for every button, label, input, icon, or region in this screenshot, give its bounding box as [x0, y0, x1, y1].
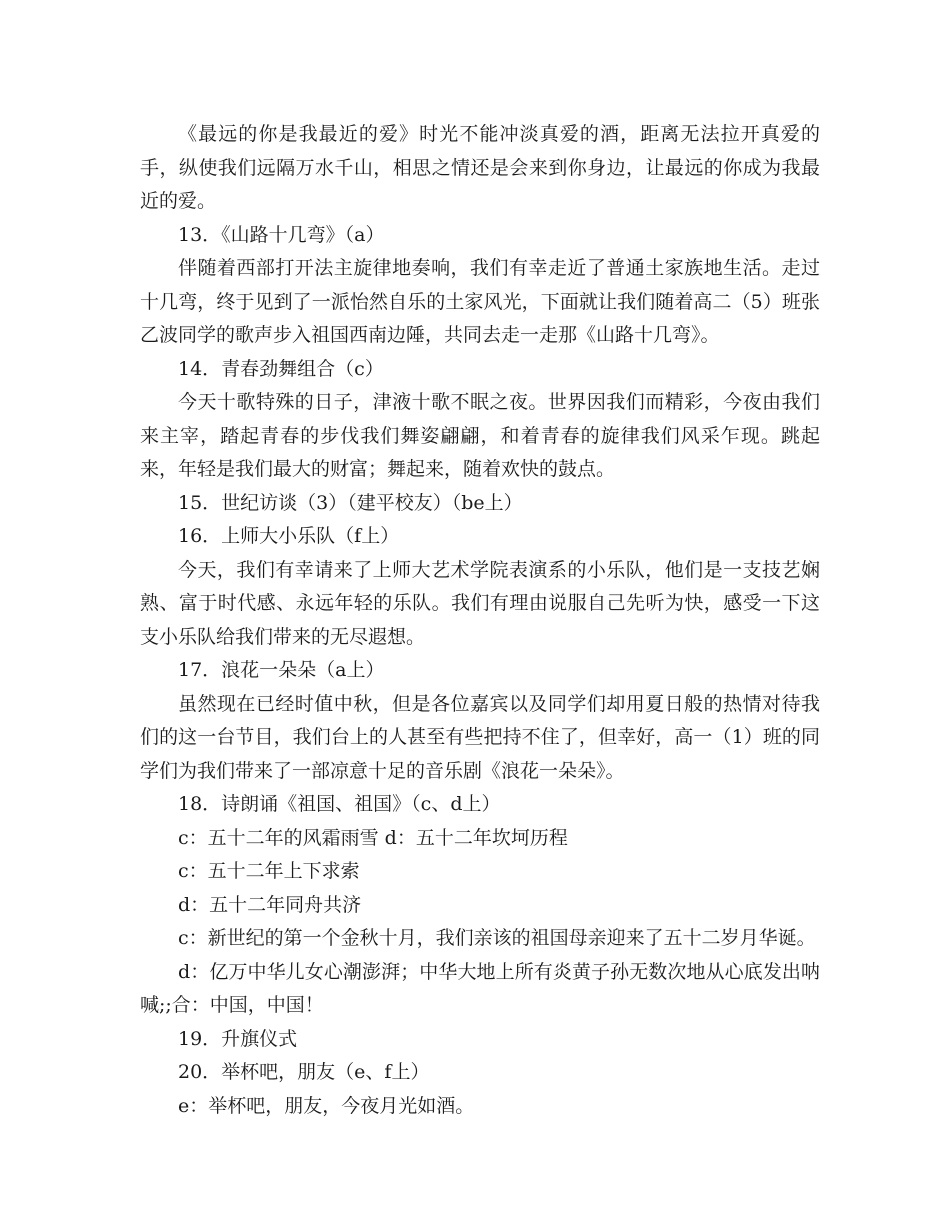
section-heading: 16．上师大小乐队（f上）: [178, 525, 400, 547]
section-heading: 17．浪花一朵朵（a上）: [178, 659, 385, 681]
paragraph: 《最远的你是我最近的爱》时光不能冲淡真爱的酒，距离无法拉开真爱的手，纵使我们远隔万水千山，相思之情还是会来到你身边，让最远的你成为我最近的爱。: [140, 123, 820, 212]
paragraph: 今天十歌特殊的日子，津液十歌不眠之夜。世界因我们而精彩，今夜由我们来主宰，踏起青春的步伐我们舞姿翩翩，和着青春的旋律我们风采乍现。跳起来，年轻是我们最大的财富；舞起来，随着欢快的鼓点。: [140, 391, 820, 480]
dialogue-line: c：五十二年上下求索: [178, 860, 360, 882]
section-heading: 14．青春劲舞组合（c）: [178, 357, 384, 380]
section-heading: 19．升旗仪式: [178, 1027, 298, 1050]
paragraph: 今天，我们有幸请来了上师大艺术学院表演系的小乐队，他们是一支技艺娴熟、富于时代感、永远年轻的乐队。我们有理由说服自己先听为快，感受一下这支小乐队给我们带来的无尽遐想。: [140, 558, 820, 648]
dialogue-line: c：五十二年的风霜雨雪 d：五十二年坎坷历程: [178, 826, 568, 849]
document-body: [140, 118, 820, 1123]
section-heading: 18．诗朗诵《祖国、祖国》（c、d上）: [178, 793, 501, 815]
section-heading: 13．《山路十几弯》（a）: [178, 223, 385, 246]
section-heading: 20．举杯吧，朋友（e、f上）: [178, 1061, 430, 1083]
dialogue-line: d：亿万中华儿女心潮澎湃；中华大地上所有炎黄子孙无数次地从心底发出呐喊;;合：中国，中国！: [140, 960, 820, 1016]
paragraph: 伴随着西部打开法主旋律地奏响，我们有幸走近了普通土家族地生活。走过十几弯，终于见到了一派怡然自乐的土家风光，下面就让我们随着高二（5）班张乙波同学的歌声步入祖国西南边陲，共同去走一走那《山路十几弯》。: [140, 257, 820, 346]
dialogue-line: c：新世纪的第一个金秋十月，我们亲该的祖国母亲迎来了五十二岁月华诞。: [178, 927, 816, 949]
paragraph: 虽然现在已经时值中秋，但是各位嘉宾以及同学们却用夏日般的热情对待我们的这一台节目，我们台上的人甚至有些把持不住了，但幸好，高一（1）班的同学们为我们带来了一部凉意十足的音乐剧《浪花一朵朵》。: [140, 692, 820, 782]
dialogue-line: e：举杯吧，朋友，今夜月光如酒。: [178, 1094, 475, 1117]
section-heading: 15．世纪访谈（3）（建平校友）（be上）: [178, 491, 523, 514]
dialogue-line: d：五十二年同舟共济: [178, 893, 362, 916]
